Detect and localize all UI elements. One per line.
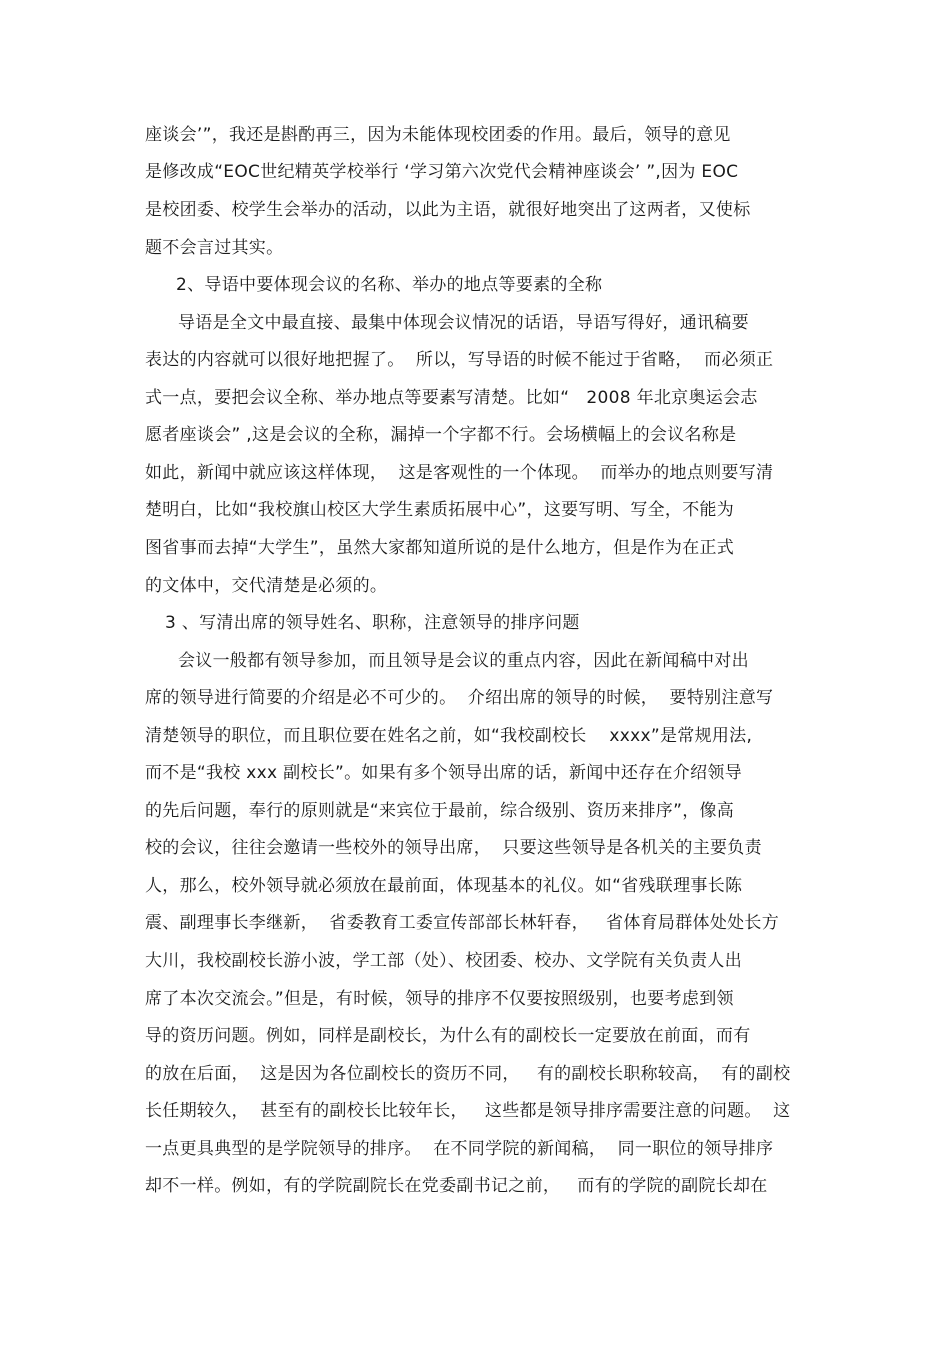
- text-line: 的先后问题，奉行的原则就是“来宾位于最前，综合级别、资历来排序”，像高: [145, 801, 735, 821]
- text-line: 导的资历问题。例如，同样是副校长，为什么有的副校长一定要放在前面，而有: [145, 1026, 751, 1046]
- text-line: 是校团委、校学生会举办的活动，以此为主语，就很好地突出了这两者，又使标: [145, 200, 751, 220]
- text-line: 的放在后面， 这是因为各位副校长的资历不同， 有的副校长职称较高， 有的副校: [145, 1064, 791, 1084]
- text-line: 如此，新闻中就应该这样体现， 这是客观性的一个体现。 而举办的地点则要写清: [145, 463, 774, 483]
- text-line: 席的领导进行简要的介绍是必不可少的。 介绍出席的领导的时候， 要特别注意写: [145, 688, 774, 708]
- text-line: 人，那么，校外领导就必须放在最前面，体现基本的礼仪。如“省残联理事长陈: [145, 876, 743, 896]
- section-heading-3: 3 、写清出席的领导姓名、职称，注意领导的排序问题: [165, 613, 580, 633]
- text-line: 清楚领导的职位，而且职位要在姓名之前，如“我校副校长 xxxx”是常规用法,: [145, 726, 753, 746]
- text-line: 愿者座谈会” ,这是会议的全称，漏掉一个字都不行。会场横幅上的会议名称是: [145, 425, 737, 445]
- text-line: 震、副理事长李继新， 省委教育工委宣传部部长林轩春， 省体育局群体处处长方: [145, 913, 780, 933]
- text-line: 的文体中，交代清楚是必须的。: [145, 576, 388, 596]
- text-line: 楚明白，比如“我校旗山校区大学生素质拓展中心”，这要写明、写全，不能为: [145, 500, 735, 520]
- text-line: 图省事而去掉“大学生”，虽然大家都知道所说的是什么地方，但是作为在正式: [145, 538, 735, 558]
- text-line: 大川，我校副校长游小波，学工部（处）、校团委、校办、文学院有关负责人出: [145, 951, 742, 971]
- text-line: 座谈会’”，我还是斟酌再三，因为未能体现校团委的作用。最后，领导的意见: [145, 125, 731, 145]
- text-line: 却不一样。例如，有的学院副院长在党委副书记之前， 而有的学院的副院长却在: [145, 1176, 768, 1196]
- text-line: 导语是全文中最直接、最集中体现会议情况的话语，导语写得好，通讯稿要: [178, 313, 749, 333]
- text-line: 而不是“我校 xxx 副校长”。如果有多个领导出席的话，新闻中还存在介绍领导: [145, 763, 743, 783]
- text-line: 校的会议，往往会邀请一些校外的领导出席， 只要这些领导是各机关的主要负责: [145, 838, 762, 858]
- text-line: 式一点，要把会议全称、举办地点等要素写清楚。比如“ 2008 年北京奥运会志: [145, 388, 758, 408]
- text-line: 席了本次交流会。”但是，有时候，领导的排序不仅要按照级别，也要考虑到领: [145, 989, 734, 1009]
- text-line: 会议一般都有领导参加，而且领导是会议的重点内容，因此在新闻稿中对出: [178, 651, 749, 671]
- text-line: 是修改成“EOC世纪精英学校举行 ‘学习第六次党代会精神座谈会’ ”,因为 EOC: [145, 162, 739, 182]
- text-line: 表达的内容就可以很好地把握了。 所以，写导语的时候不能过于省略， 而必须正: [145, 350, 774, 370]
- text-line: 题不会言过其实。: [145, 238, 284, 258]
- text-line: 一点更具典型的是学院领导的排序。 在不同学院的新闻稿， 同一职位的领导排序: [145, 1139, 774, 1159]
- text-line: 长任期较久， 甚至有的副校长比较年长， 这些都是领导排序需要注意的问题。 这: [145, 1101, 791, 1121]
- section-heading-2: 2、导语中要体现会议的名称、举办的地点等要素的全称: [176, 275, 603, 295]
